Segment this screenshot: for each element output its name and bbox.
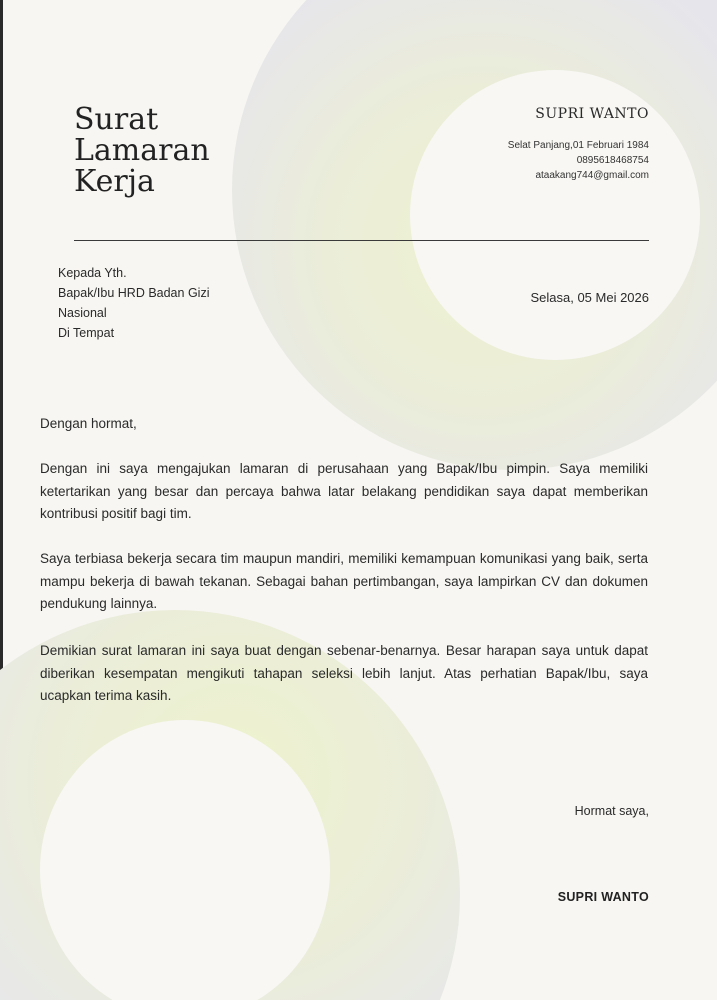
body-paragraph-1: Dengan ini saya mengajukan lamaran di perusahaan yang Bapak/Ibu pimpin. Saya memiliki ketertarikan yang besar dan percaya bahwa latar belakang pendidikan saya dapat memberikan kontribusi positif bagi tim.: [40, 461, 648, 521]
title-line-2: Lamaran: [74, 133, 210, 168]
title-line-1: Surat: [74, 102, 159, 137]
sender-birth: Selat Panjang,01 Februari 1984: [507, 140, 649, 151]
signature-name: SUPRI WANTO: [557, 890, 649, 904]
recipient-block: [58, 263, 288, 343]
sender-email: ataakang744@gmail.com: [535, 170, 649, 181]
decorative-ring-bottom-inner: [40, 720, 330, 1000]
closing-phrase: Hormat saya,: [574, 804, 649, 818]
body-paragraph-3: Demikian surat lamaran ini saya buat dengan sebenar-benarnya. Besar harapan saya untuk dapat diberikan kesempatan mengikuti tahapan seleksi lebih lanjut. Atas perhatian Bapak/Ibu, saya ucapkan terima kasih.: [40, 643, 648, 703]
recipient-line-4: Di Tempat: [58, 326, 115, 340]
recipient-line-1: Kepada Yth.: [58, 266, 127, 280]
recipient-line-3: Nasional: [58, 306, 107, 320]
sender-info: [508, 106, 649, 183]
sender-phone: 0895618468754: [576, 155, 649, 166]
letter-title: [74, 104, 210, 197]
salutation: Dengan hormat,: [40, 416, 137, 431]
sender-name: SUPRI WANTO: [535, 106, 649, 122]
title-line-3: Kerja: [74, 164, 155, 199]
recipient-line-2: Bapak/Ibu HRD Badan Gizi: [58, 286, 210, 300]
header-divider: [74, 240, 649, 241]
letter-date: Selasa, 05 Mei 2026: [530, 290, 649, 305]
body-paragraph-2: Saya terbiasa bekerja secara tim maupun mandiri, memiliki kemampuan komunikasi yang baik, serta mampu bekerja di bawah tekanan. Sebagai bahan pertimbangan, saya lampirkan CV dan dokumen pendukung lainnya.: [40, 551, 648, 611]
